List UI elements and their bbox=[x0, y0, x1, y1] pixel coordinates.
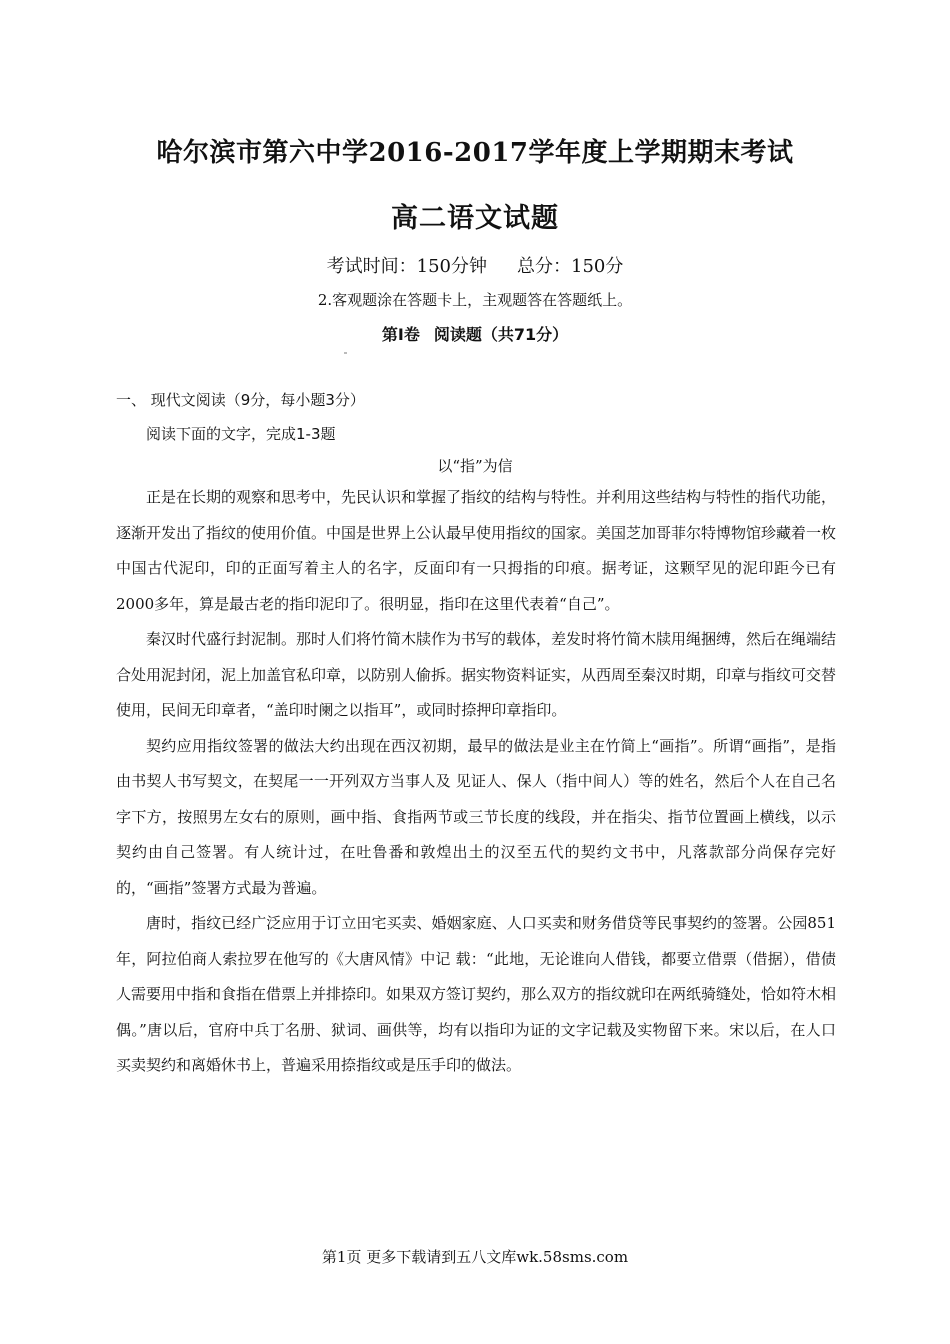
scan-dot bbox=[344, 352, 347, 354]
page-footer: 第1页 更多下载请到五八文库wk.58sms.com bbox=[321, 1248, 629, 1266]
part-name: 阅读题（共71分） bbox=[433, 325, 569, 344]
exam-info bbox=[0, 252, 950, 278]
section-instruction: 阅读下面的文字，完成1-3题 bbox=[146, 425, 336, 443]
article-paragraph: 秦汉时代盛行封泥制。那时人们将竹简木牍作为书写的载体，差发时将竹简木牍用绳捆缚，然后在绳端结合处用泥封闭，泥上加盖官私印章，以防别人偷拆。据实物资料证实，从西周至秦汉时期，印章与指纹可交替使用，民间无印章者，“盖印时阑之以指耳”，或同时捺押印章指印。 bbox=[116, 630, 837, 719]
exam-title: 哈尔滨市第六中学2016-2017学年度上学期期末考试 bbox=[156, 138, 794, 168]
article-title: 以“指”为信 bbox=[437, 457, 513, 475]
article-paragraph: 契约应用指纹签署的做法大约出现在西汉初期，最早的做法是业主在竹简上“画指”。所谓“画指”，是指由书契人书写契文，在契尾一一开列双方当事人及 见证人、保人（指中间人）等的姓名，然后个人在自己名字下方，按照男左女右的原则，画中指、食指两节或三节长度的线段，并在指尖、指节位置画上横线，以示 契约由自己签署。有人统计过，在吐鲁番和敦煌出土的汉至五代的契约文书中，凡落款部分尚保存完好的，“画指”签署方式最为普遍。 bbox=[116, 736, 836, 897]
exam-total-score: 总分：150分 bbox=[517, 256, 624, 277]
exam-instruction: 2.客观题涂在答题卡上，主观题答在答题纸上。 bbox=[317, 291, 633, 309]
article-paragraph: 正是在长期的观察和思考中，先民认识和掌握了指纹的结构与特性。并利用这些结构与特性的指代功能，逐渐开发出了指纹的使用价值。中国是世界上公认最早使用指纹的国家。美国芝加哥菲尔特博物馆珍藏着一枚中国古代泥印，印的正面写着主人的名字，反面印有一只拇指的印痕。据考证，这颗罕见的泥印距今已有2000多年，算是最古老的指印泥印了。很明显，指印在这里代表着“自己”。 bbox=[116, 488, 837, 613]
exam-time: 考试时间：150分钟 bbox=[326, 256, 487, 277]
article-body bbox=[116, 480, 836, 1084]
article-paragraph: 唐时，指纹已经广泛应用于订立田宅买卖、婚姻家庭、人口买卖和财务借贷等民事契约的签署。公园851年，阿拉伯商人索拉罗在他写的《大唐风情》中记 载：“此地，无论谁向人借钱，都要立借票（借据），借债人需要用中指和食指在借票上并排捺印。如果双方签订契约，那么双方的指纹就印在两纸骑缝处，恰如符木相偶。”唐以后，官府中兵丁名册、狱词、画供等，均有以指印为证的文字记载及实物留下来。宋以后，在人口买卖契约和离婚休书上，普遍采用捺指纹或是压手印的做法。 bbox=[116, 914, 837, 1074]
section-heading: 一、 现代文阅读（9分，每小题3分） bbox=[116, 391, 365, 409]
part-title bbox=[0, 322, 950, 345]
exam-subtitle: 高二语文试题 bbox=[391, 203, 559, 234]
part-label: 第Ⅰ卷 bbox=[381, 325, 420, 344]
